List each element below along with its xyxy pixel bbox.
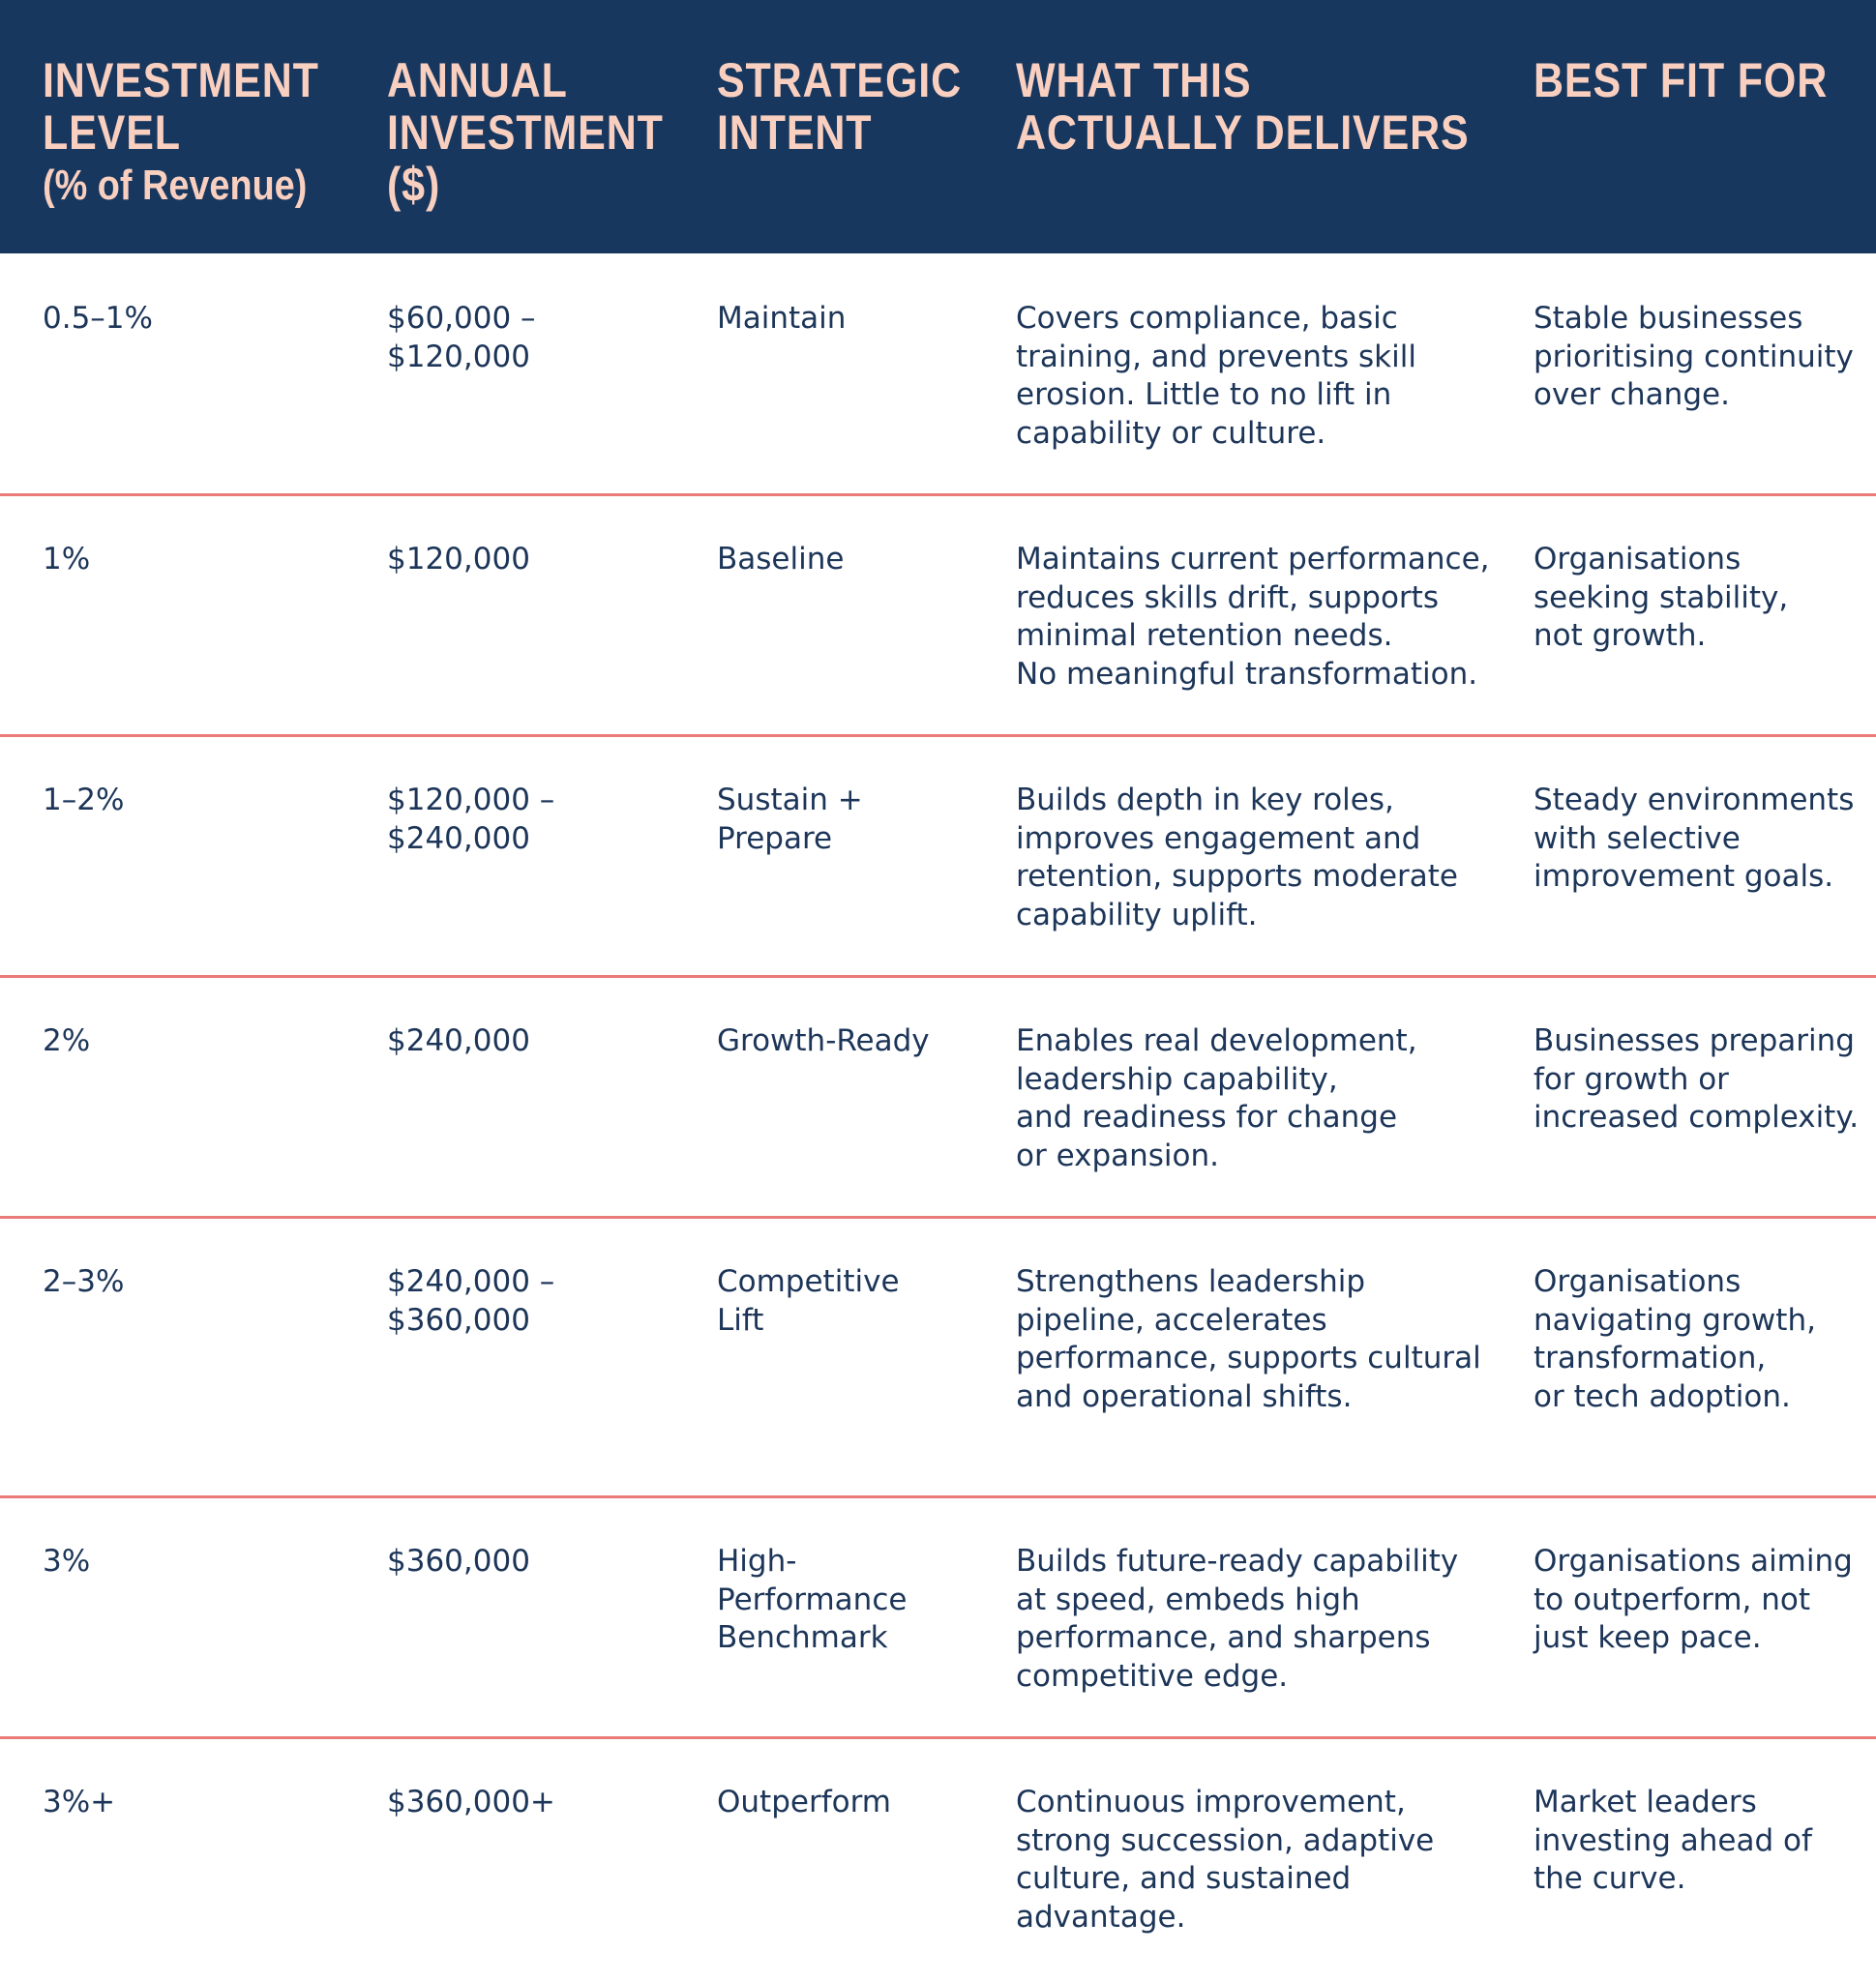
cell-annual-investment: $60,000 – $120,000 — [387, 301, 536, 374]
cell-investment-level: 3%+ — [43, 1785, 116, 1819]
cell-investment-level: 2% — [43, 1023, 91, 1058]
cell-best-fit-for: Stable businesses prioritising continuity over change. — [1534, 301, 1854, 412]
cell-annual-investment: $240,000 — [387, 1023, 530, 1058]
cell-best-fit-for: Steady environments with selective improvement goals. — [1534, 783, 1855, 894]
cell-investment-level: 1–2% — [43, 783, 125, 817]
cell-annual-investment: $360,000+ — [387, 1785, 555, 1819]
header-investment-level-sub: (% of Revenue) — [43, 162, 308, 209]
table-row — [0, 735, 1876, 975]
cell-investment-level: 2–3% — [43, 1264, 125, 1299]
header-strategic-intent: STRATEGIC INTENT — [717, 53, 963, 160]
cell-strategic-intent: Baseline — [717, 542, 845, 577]
cell-annual-investment: $240,000 – $360,000 — [387, 1264, 555, 1338]
table-row — [0, 1217, 1876, 1495]
cell-what-this-delivers: Covers compliance, basic training, and prevents skill erosion. Little to no lift in capability or culture. — [1016, 301, 1416, 451]
cell-best-fit-for: Market leaders investing ahead of the curve. — [1534, 1785, 1812, 1896]
header-investment-level — [43, 54, 342, 213]
table-row — [0, 494, 1876, 734]
cell-best-fit-for: Organisations navigating growth, transformation, or tech adoption. — [1534, 1264, 1816, 1414]
table-row — [0, 1737, 1876, 1981]
cell-strategic-intent: Outperform — [717, 1785, 891, 1819]
cell-what-this-delivers: Builds future-ready capability at speed, embeds high performance, and sharpens competitive edge. — [1016, 1544, 1459, 1694]
cell-what-this-delivers: Maintains current performance, reduces skills drift, supports minimal retention needs. No meaningful transformation. — [1016, 542, 1490, 692]
cell-what-this-delivers: Strengthens leadership pipeline, accelerates performance, supports cultural and operational shifts. — [1016, 1264, 1481, 1414]
table-row — [0, 253, 1876, 493]
cell-what-this-delivers: Enables real development, leadership capability, and readiness for change or expansion. — [1016, 1023, 1417, 1173]
table-row — [0, 976, 1876, 1216]
cell-annual-investment: $360,000 — [387, 1544, 530, 1579]
cell-strategic-intent: Maintain — [717, 301, 847, 336]
cell-best-fit-for: Businesses preparing for growth or increased complexity. — [1534, 1023, 1860, 1135]
cell-best-fit-for: Organisations seeking stability, not growth. — [1534, 542, 1789, 653]
cell-strategic-intent: Competitive Lift — [717, 1264, 900, 1338]
header-annual-investment: ANNUAL INVESTMENT ($) — [387, 53, 664, 212]
cell-investment-level: 0.5–1% — [43, 301, 153, 336]
header-investment-level-line1: INVESTMENT — [43, 53, 319, 107]
header-best-fit-for: BEST FIT FOR — [1534, 53, 1829, 107]
cell-annual-investment: $120,000 – $240,000 — [387, 783, 555, 856]
cell-what-this-delivers: Continuous improvement, strong succession, adaptive culture, and sustained advantage. — [1016, 1785, 1435, 1935]
header-investment-level-line2: LEVEL — [43, 105, 181, 160]
cell-investment-level: 1% — [43, 542, 91, 577]
cell-investment-level: 3% — [43, 1544, 91, 1579]
header-what-this-delivers: WHAT THIS ACTUALLY DELIVERS — [1016, 53, 1470, 160]
cell-annual-investment: $120,000 — [387, 542, 530, 577]
cell-what-this-delivers: Builds depth in key roles, improves engagement and retention, supports moderate capability uplift. — [1016, 783, 1459, 932]
cell-strategic-intent: Growth-Ready — [717, 1023, 930, 1058]
cell-strategic-intent: Sustain + Prepare — [717, 783, 863, 856]
cell-strategic-intent: High- Performance Benchmark — [717, 1544, 908, 1655]
table-header — [0, 0, 1876, 253]
cell-best-fit-for: Organisations aiming to outperform, not just keep pace. — [1534, 1544, 1853, 1655]
table-row — [0, 1496, 1876, 1736]
